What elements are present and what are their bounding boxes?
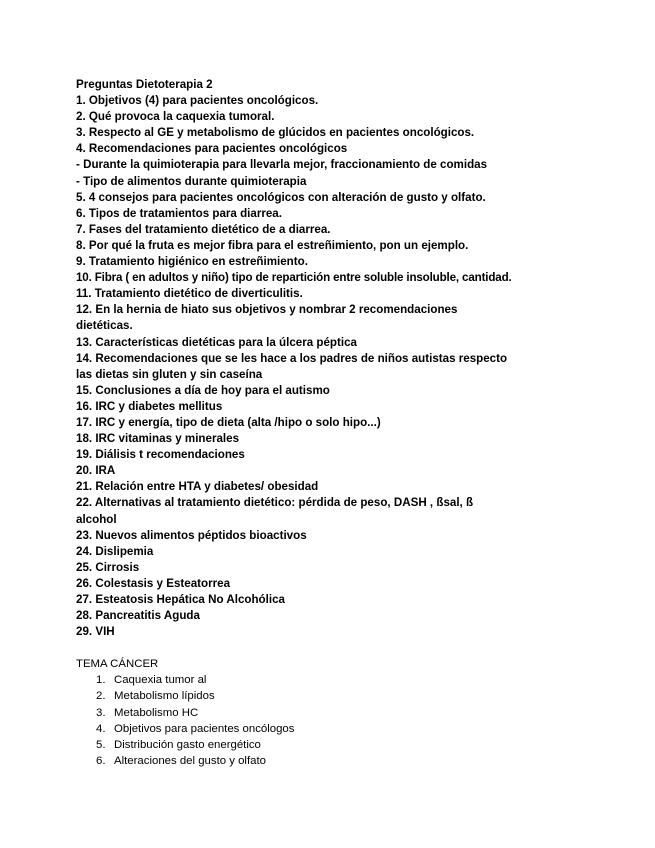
topic-text: Metabolismo HC [114, 706, 199, 719]
question-22: 22. Alternativas al tratamiento dietético: pérdida de peso, DASH , ßsal, ß alcohol [76, 496, 474, 526]
topic-number: 1. [96, 674, 106, 687]
question-27: 27. Esteatosis Hepática No Alcohólica [76, 593, 285, 606]
question-18: 18. IRC vitaminas y minerales [76, 432, 240, 446]
question-5: 5. 4 consejos para pacientes oncológicos con alteración de gusto y olfato. [76, 190, 486, 204]
question-9: 9. Tratamiento higiénico en estreñimiento. [76, 255, 308, 269]
topic-number: 5. [96, 738, 106, 751]
section-spacer [76, 640, 576, 656]
topic-list [76, 672, 576, 769]
question-7: 7. Fases del tratamiento dietético de a diarrea. [76, 222, 331, 236]
question-28: 28. Pancreatitis Aguda [76, 609, 200, 623]
question-list [76, 93, 576, 640]
topic-number: 2. [96, 690, 106, 703]
topic-number: 6. [96, 754, 106, 767]
question-4-sub-1: - Durante la quimioterapia para llevarla mejor, fraccionamiento de comidas [76, 158, 488, 172]
question-24: 24. Dislipemia [76, 544, 154, 558]
question-2: 2. Qué provoca la caquexia tumoral. [76, 110, 275, 124]
topic-item [76, 705, 576, 721]
topic-item [76, 672, 576, 688]
question-26: 26. Colestasis y Esteatorrea [76, 576, 231, 590]
question-3: 3. Respecto al GE y metabolismo de glúcidos en pacientes oncológicos. [76, 126, 475, 140]
topic-text: Caquexia tumor al [114, 674, 207, 687]
question-25: 25. Cirrosis [76, 560, 140, 574]
topic-text: Objetivos para pacientes oncólogos [114, 722, 295, 735]
question-19: 19. Diálisis t recomendaciones [76, 448, 245, 462]
question-10: 10. Fibra ( en adultos y niño) tipo de repartición entre soluble insoluble, cantidad. [76, 271, 512, 285]
question-14: 14. Recomendaciones que se les hace a los padres de niños autistas respecto las dietas sin gluten y sin caseína [76, 351, 508, 381]
topic-number: 4. [96, 722, 106, 735]
topic-text: Alteraciones del gusto y olfato [114, 754, 266, 767]
question-17: 17. IRC y energía, tipo de dieta (alta /hipo o solo hipo...) [76, 415, 381, 429]
question-6: 6. Tipos de tratamientos para diarrea. [76, 206, 282, 220]
topic-item [76, 737, 576, 753]
question-16: 16. IRC y diabetes mellitus [76, 399, 223, 413]
question-29: 29. VIH [76, 625, 115, 639]
topic-text: Metabolismo lípidos [114, 690, 215, 703]
question-12: 12. En la hernia de hiato sus objetivos y nombrar 2 recomendaciones dietéticas. [76, 303, 458, 333]
question-8: 8. Por qué la fruta es mejor fibra para el estreñimiento, pon un ejemplo. [76, 238, 469, 252]
topic-item [76, 721, 576, 737]
question-1: 1. Objetivos (4) para pacientes oncológicos. [76, 94, 319, 108]
topic-item [76, 753, 576, 769]
question-11: 11. Tratamiento dietético de diverticulitis. [76, 287, 303, 301]
topic-text: Distribución gasto energético [114, 738, 261, 751]
question-13: 13. Características dietéticas para la úlcera péptica [76, 335, 357, 349]
question-4-sub-2: - Tipo de alimentos durante quimioterapia [76, 174, 307, 188]
document-title: Preguntas Dietoterapia 2 [76, 78, 213, 91]
question-23: 23. Nuevos alimentos péptidos bioactivos [76, 528, 307, 542]
topic-item [76, 688, 576, 704]
question-21: 21. Relación entre HTA y diabetes/ obesidad [76, 480, 319, 494]
document-content [76, 77, 576, 769]
question-4: 4. Recomendaciones para pacientes oncológicos [76, 142, 348, 156]
topic-number: 3. [96, 706, 106, 719]
question-20: 20. IRA [76, 464, 116, 478]
question-15: 15. Conclusiones a día de hoy para el autismo [76, 383, 330, 397]
section-title: TEMA CÁNCER [76, 658, 159, 671]
